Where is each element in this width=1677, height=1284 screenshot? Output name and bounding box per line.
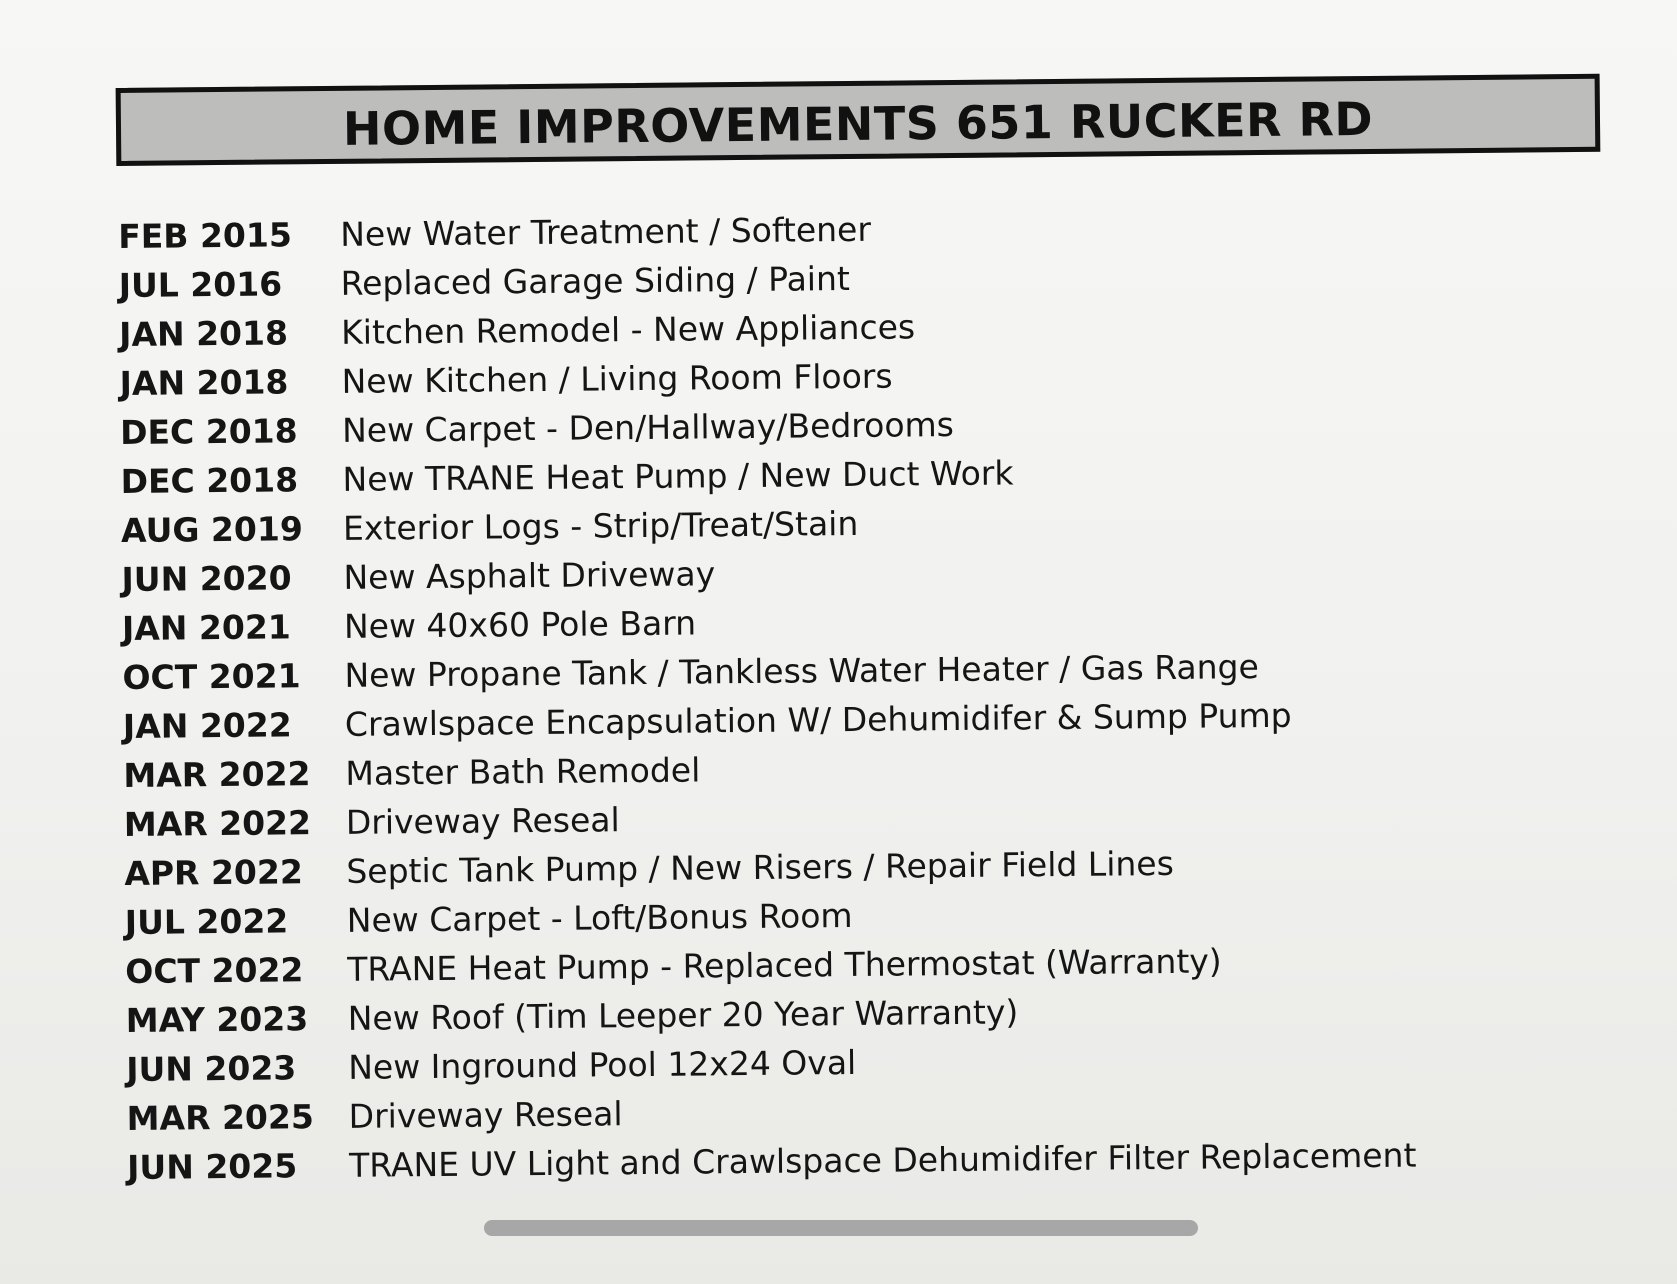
entry-description: Driveway Reseal [345,800,620,842]
entry-description: New Propane Tank / Tankless Water Heater / Gas Range [344,647,1259,695]
entry-description: Master Bath Remodel [345,750,701,793]
entry-description: TRANE Heat Pump - Replaced Thermostat (Warranty) [347,941,1222,989]
entry-date: OCT 2022 [125,950,304,991]
entry-description: New Carpet - Den/Hallway/Bedrooms [341,404,955,450]
entry-date: MAY 2023 [125,999,309,1040]
entry-date: MAR 2022 [123,754,311,795]
entry-date: JUN 2023 [126,1048,297,1089]
entry-date: JAN 2021 [121,607,291,648]
entry-description: New 40x60 Pole Barn [343,603,697,646]
document-title: HOME IMPROVEMENTS 651 RUCKER RD [342,91,1374,156]
entry-description: New Kitchen / Living Room Floors [341,356,893,401]
entry-description: New Roof (Tim Leeper 20 Year Warranty) [347,992,1019,1038]
entry-description: Exterior Logs - Strip/Treat/Stain [342,503,859,548]
entry-date: JUL 2016 [118,264,283,305]
entry-date: DEC 2018 [120,460,299,501]
entry-description: Kitchen Remodel - New Appliances [340,307,916,352]
entry-date: AUG 2019 [120,509,303,550]
entry-date: DEC 2018 [119,411,298,452]
entry-date: OCT 2021 [122,656,301,697]
improvements-list [118,198,1627,1192]
entry-date: JAN 2018 [119,362,289,403]
entry-date: JAN 2022 [122,705,292,746]
entry-date: JUL 2022 [124,901,289,942]
entry-description: New Asphalt Driveway [343,554,716,597]
entry-description: Driveway Reseal [348,1094,623,1136]
entry-description: TRANE UV Light and Crawlspace Dehumidifer Filter Replacement [348,1135,1417,1185]
entry-date: JAN 2018 [118,313,289,354]
entry-description: New Water Treatment / Softener [340,209,872,254]
entry-date: JUN 2020 [121,558,292,599]
entry-date: FEB 2015 [118,215,292,256]
entry-description: Crawlspace Encapsulation W/ Dehumidifer & Sump Pump [344,695,1292,744]
entry-description: Replaced Garage Siding / Paint [340,258,851,303]
home-indicator-bar[interactable] [484,1220,1198,1236]
entry-date: JUN 2025 [126,1146,298,1187]
title-banner [116,74,1601,166]
entry-description: New Carpet - Loft/Bonus Room [346,895,853,940]
entry-description: New TRANE Heat Pump / New Duct Work [342,453,1014,499]
entry-description: New Inground Pool 12x24 Oval [348,1042,857,1087]
entry-date: MAR 2022 [123,803,312,844]
entry-date: APR 2022 [124,852,304,893]
entry-date: MAR 2025 [126,1097,315,1138]
entry-description: Septic Tank Pump / New Risers / Repair Field Lines [346,843,1174,891]
